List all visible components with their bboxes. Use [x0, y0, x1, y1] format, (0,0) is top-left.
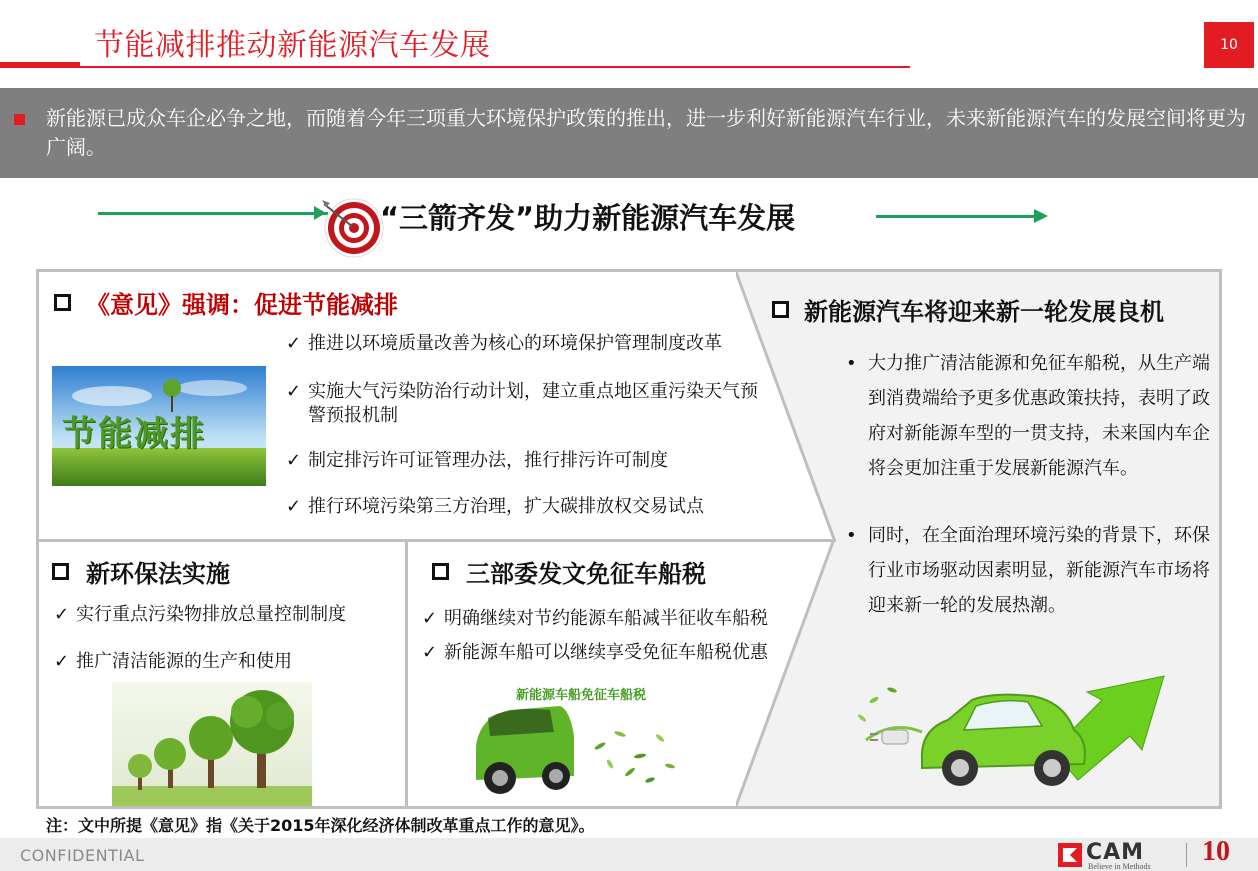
tax-section-title: 三部委发文免征车船税: [466, 560, 706, 588]
summary-text: 新能源已成众车企必争之地，而随着今年三项重大环境保护政策的推出，进一步利好新能源汽车行业，未来新能源汽车的发展空间将更为广阔。: [46, 106, 1246, 159]
bullet-dot-icon: •: [846, 525, 857, 546]
env-law-section-title: 新环保法实施: [86, 560, 230, 588]
checkmark-icon: ✓: [422, 608, 438, 629]
energy-saving-image: [52, 366, 266, 486]
anniversary-logo: [1200, 838, 1242, 870]
opportunity-bullet: 大力推广清洁能源和免征车船税，从生产端到消费端给予更多优惠政策扶持，表明了政府对新能源车型的一贯支持，未来国内车企将会更加注重于发展新能源汽车。: [868, 353, 1210, 479]
opportunity-bullet: 同时，在全面治理环境污染的背景下，环保行业市场驱动因素明显，新能源汽车市场将迎来新一轮的发展热潮。: [868, 525, 1210, 616]
page-title: 节能减排推动新能源汽车发展: [94, 28, 491, 63]
trees-illustration: [112, 682, 312, 806]
square-bullet-icon: [14, 114, 25, 125]
tax-free-car-image: [470, 676, 690, 804]
vertical-divider: [405, 541, 408, 808]
bullet-dot-icon: •: [846, 353, 857, 374]
target-icon: [320, 194, 384, 258]
list-item: ✓ 制定排污许可证管理办法，推行排污许可制度: [286, 450, 668, 471]
checkmark-icon: ✓: [286, 333, 302, 354]
title-accent-bar: [0, 62, 80, 68]
image-caption: 新能源车船免征车船税: [516, 688, 647, 703]
checkbox-square-icon: [54, 294, 71, 311]
checkmark-icon: ✓: [286, 450, 302, 471]
checkmark-icon: ✓: [286, 381, 302, 402]
cam-logo-icon: [1058, 843, 1082, 867]
checkbox-square-icon: [432, 563, 449, 580]
horizontal-divider: [38, 539, 836, 542]
title-underline: [80, 66, 910, 68]
checkbox-square-icon: [772, 301, 789, 318]
left-arrow-line: [98, 212, 328, 215]
cam-logo: [1058, 840, 1170, 870]
list-item: ✓ 实施大气污染防治行动计划，建立重点地区重污染天气预警预报机制: [286, 381, 758, 426]
checkmark-icon: ✓: [54, 604, 70, 625]
opportunity-section-title: 新能源汽车将迎来新一轮发展良机: [804, 298, 1164, 326]
right-arrow-line: [876, 215, 1036, 218]
list-item: ✓ 推进以环境质量改善为核心的环境保护管理制度改革: [286, 333, 722, 354]
checkmark-icon: ✓: [422, 642, 438, 663]
opinion-section-title: 《意见》强调：促进节能减排: [86, 291, 398, 319]
page-number-badge: [1204, 22, 1254, 68]
cam-logo-tagline: Believe in Methods: [1088, 862, 1151, 871]
list-item: ✓ 实行重点污染物排放总量控制制度: [54, 604, 346, 625]
checkbox-square-icon: [52, 563, 69, 580]
footnote: 注：文中所提《意见》指《关于2015年深化经济体制改革重点工作的意见》。: [46, 816, 595, 835]
electric-car-icon: [852, 640, 1172, 800]
cam-logo-text: CAM: [1086, 840, 1145, 865]
confidential-label: CONFIDENTIAL: [20, 846, 145, 865]
section-subtitle: “三箭齐发”助力新能源汽车发展: [380, 201, 796, 235]
list-item: ✓ 推广清洁能源的生产和使用: [54, 651, 292, 672]
list-item: ✓ 新能源车船可以继续享受免征车船税优惠: [422, 642, 768, 663]
image-caption: 节能减排: [62, 414, 206, 454]
arrow-right-icon: [1034, 209, 1048, 223]
trees-image: [112, 682, 312, 806]
list-item: ✓ 明确继续对节约能源车船减半征收车船税: [422, 608, 768, 629]
anniversary-number: 10: [1202, 836, 1230, 867]
logo-separator: [1186, 843, 1187, 867]
checkmark-icon: ✓: [54, 651, 70, 672]
checkmark-icon: ✓: [286, 496, 302, 517]
page-number: 10: [1220, 37, 1238, 53]
list-item: ✓ 推行环境污染第三方治理，扩大碳排放权交易试点: [286, 496, 704, 517]
